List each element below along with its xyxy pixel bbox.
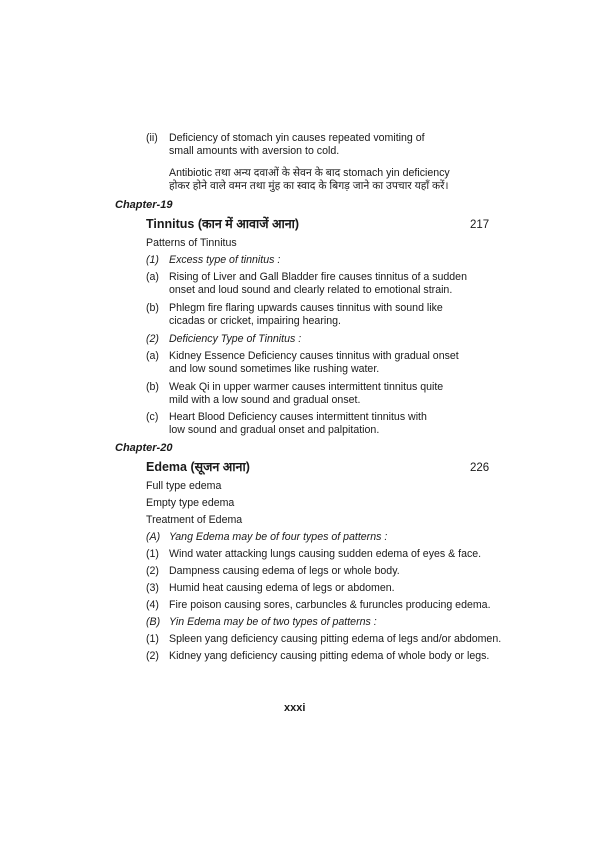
item-text-line: Phlegm fire flaring upwards causes tinnitus with sound like [169,302,443,314]
section-line: Empty type edema [146,497,235,509]
list-item [146,582,395,595]
item-number: (ii) [146,132,158,144]
chapter-title-en: Edema [146,460,187,474]
hindi-note [169,167,499,192]
chapter-label: Chapter-20 [115,442,173,454]
chapter-title [146,217,299,232]
item-text-line: mild with a low sound and gradual onset. [169,393,361,406]
item-text-line: Heart Blood Deficiency causes intermittent tinnitus with [169,411,427,423]
section-line: Full type edema [146,480,222,492]
item-number: (1) [146,633,159,645]
section-subtitle: Patterns of Tinnitus [146,237,237,249]
list-item [146,381,443,406]
item-text-line: Wind water attacking lungs causing sudden edema of eyes & face. [169,548,482,560]
item-text-line: Yin Edema may be of two types of patterns : [169,616,377,628]
hindi-note-line: होकर होने वाले वमन तथा मुंह का स्वाद के बिगड़ जाने का उपचार यहाँ करें। [169,179,449,192]
item-number: (2) [146,650,159,662]
list-item [146,350,459,375]
item-number: (1) [146,548,159,560]
section-line: Treatment of Edema [146,514,243,526]
chapter-title [146,460,250,475]
item-text-line: Kidney yang deficiency causing pitting edema of whole body or legs. [169,650,490,662]
list-item [146,302,443,327]
item-number: (1) [146,254,159,266]
item-text-line: Weak Qi in upper warmer causes intermittent tinnitus quite [169,381,444,393]
item-number: (b) [146,381,159,393]
list-item [146,333,301,346]
item-number: (A) [146,531,161,543]
item-text-line: Kidney Essence Deficiency causes tinnitus with gradual onset [169,350,459,362]
list-item [146,411,427,436]
item-text-line: cicadas or cricket, impairing hearing. [169,314,341,327]
list-item [146,650,489,663]
item-text-line: Rising of Liver and Gall Bladder fire causes tinnitus of a sudden [169,271,467,283]
item-text-line: Humid heat causing edema of legs or abdomen. [169,582,395,594]
item-number: (a) [146,350,159,362]
list-item [146,565,400,578]
item-number: (2) [146,565,159,577]
item-text-line: low sound and gradual onset and palpitation. [169,423,380,436]
chapter-title-hi: (सूजन आना) [190,460,250,474]
item-text-line: Deficiency of stomach yin causes repeated vomiting of [169,132,425,144]
list-item [146,254,280,267]
item-number: (b) [146,302,159,314]
list-item [146,616,377,629]
page-reference: 226 [470,462,490,474]
hindi-note-line: Antibiotic तथा अन्य दवाओं के सेवन के बाद stomach yin deficiency [169,167,450,179]
chapter-title-hi: (कान में आवाजें आना) [197,217,300,231]
item-text-line: Excess type of tinnitus : [169,254,281,266]
item-number: (a) [146,271,159,283]
list-item [146,531,387,544]
item-text-line: Spleen yang deficiency causing pitting edema of legs and/or abdomen. [169,633,502,645]
item-number: (B) [146,616,161,628]
item-number: (4) [146,599,159,611]
item-number: (2) [146,333,159,345]
chapter-label: Chapter-19 [115,199,173,211]
item-text-line: Dampness causing edema of legs or whole body. [169,565,400,577]
item-text-line: Fire poison causing sores, carbuncles & furuncles producing edema. [169,599,491,611]
list-item [146,132,425,157]
list-item [146,271,467,296]
item-number: (3) [146,582,159,594]
page-number: xxxi [284,702,306,714]
item-text-line: Yang Edema may be of four types of patterns : [169,531,388,543]
page-reference: 217 [470,219,490,231]
item-text-line: Deficiency Type of Tinnitus : [169,333,302,345]
item-text-line: small amounts with aversion to cold. [169,144,340,157]
item-text-line: onset and loud sound and clearly related to emotional strain. [169,283,453,296]
item-number: (c) [146,411,159,423]
list-item [146,633,501,646]
chapter-title-en: Tinnitus [146,217,195,231]
list-item [146,548,481,561]
item-text-line: and low sound sometimes like rushing water. [169,362,380,375]
list-item [146,599,491,612]
